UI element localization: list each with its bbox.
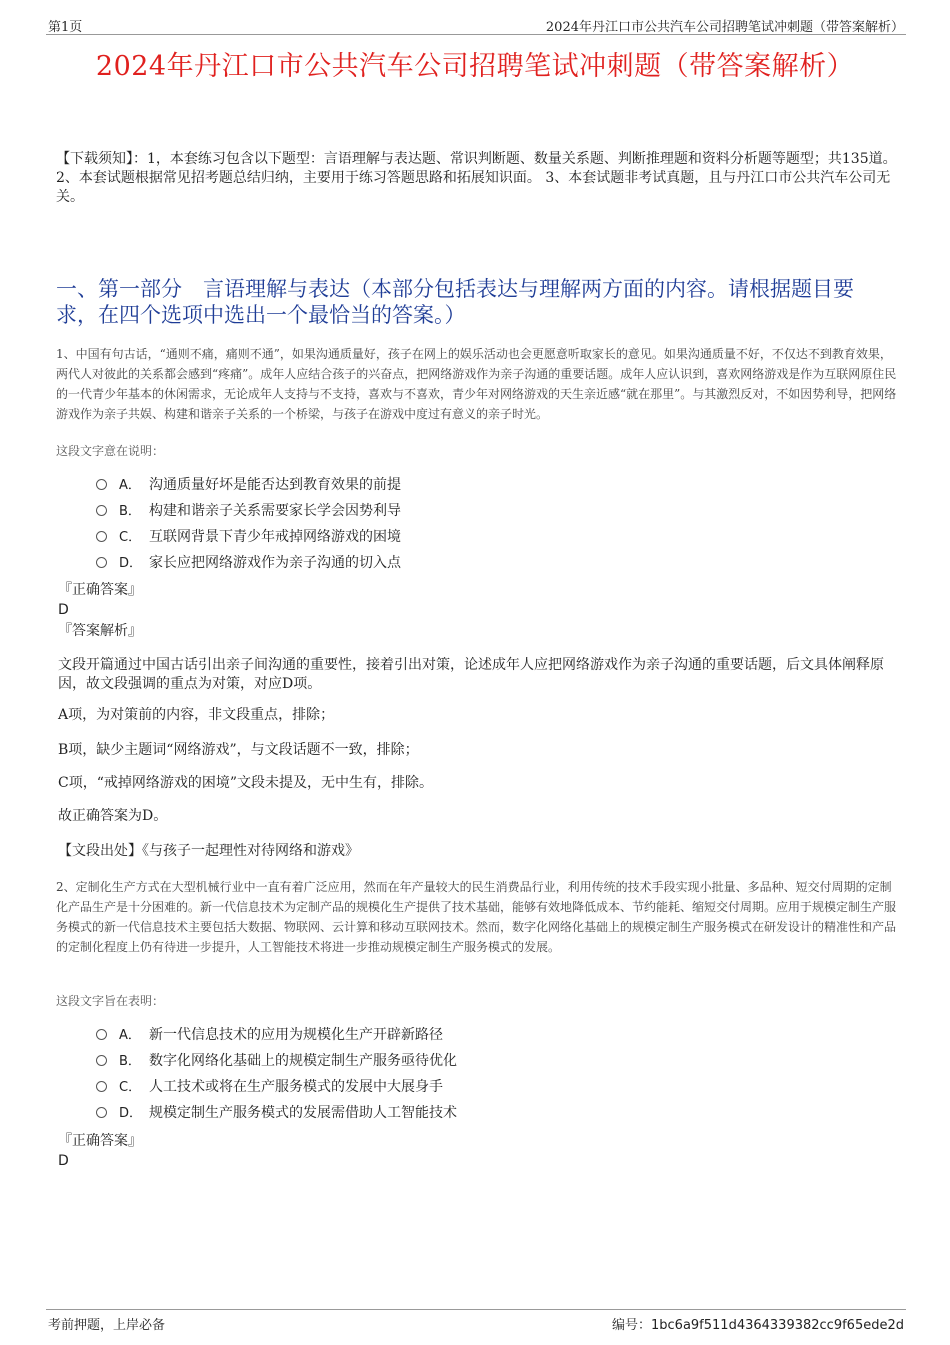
footer-divider xyxy=(46,1309,906,1310)
footer-slogan: 考前押题，上岸必备 xyxy=(48,1318,166,1333)
analysis-paragraph: C项，“戒掉网络游戏的困境”文段未提及，无中生有，排除。 xyxy=(58,775,434,791)
analysis-paragraph: A项，为对策前的内容，非文段重点，排除； xyxy=(58,707,335,723)
question-1-answer: D xyxy=(58,602,69,618)
download-notice: 【下载须知】：1，本套练习包含以下题型：言语理解与表达题、常识判断题、数量关系题、判断推理题和资料分析题等题型；共135道。 2、本套试题根据常见招考题总结归纳，主要用于练习答题思路和拓展知识面。 3、本套试题非考试真题，且与丹江口市公共汽车公司无关。 xyxy=(56,151,897,205)
radio-icon[interactable] xyxy=(96,1081,107,1092)
question-1-option-c[interactable]: C． 互联网背景下青少年戒掉网络游戏的困境 xyxy=(96,526,401,548)
radio-icon[interactable] xyxy=(96,479,107,490)
analysis-paragraph: 故正确答案为D。 xyxy=(58,808,168,824)
analysis-source: 【文段出处】《与孩子一起理性对待网络和游戏》 xyxy=(58,843,359,859)
question-2-option-a[interactable]: A． 新一代信息技术的应用为规模化生产开辟新路径 xyxy=(96,1024,443,1046)
radio-icon[interactable] xyxy=(96,505,107,516)
question-2-answer: D xyxy=(58,1153,69,1169)
page-title: 2024年丹江口市公共汽车公司招聘笔试冲刺题（带答案解析） xyxy=(95,51,855,82)
radio-icon[interactable] xyxy=(96,557,107,568)
radio-icon[interactable] xyxy=(96,531,107,542)
question-1-option-b[interactable]: B． 构建和谐亲子关系需要家长学会因势利导 xyxy=(96,500,401,522)
question-2-answer-label: 『正确答案』 xyxy=(58,1133,142,1149)
radio-icon[interactable] xyxy=(96,1055,107,1066)
footer-code-label: 编号： xyxy=(611,1318,651,1333)
question-1-option-a[interactable]: A． 沟通质量好坏是能否达到教育效果的前提 xyxy=(96,474,401,496)
question-2-text: 2、定制化生产方式在大型机械行业中一直有着广泛应用，然而在年产量较大的民生消费品行业，利用传统的技术手段实现小批量、多品种、短交付周期的定制化产品生产是十分困难的。新一代信息技术为定制产品的规模化生产提供了技术基础，能够有效地降低成本、节约能耗、缩短交付周期。应用于规模定制生产服务模式的新一代信息技术主要包括大数据、物联网、云计算和移动互联网技术。然而，数字化网络化基础上的规模定制生产服务模式在研发设计的精准性和产品的定制化程度上仍有待进一步提升，人工智能技术将进一步推动规模定制生产服务模式的发展。 xyxy=(56,880,897,954)
page-number: 第1页 xyxy=(48,20,83,35)
section-heading: 一、第一部分 言语理解与表达（本部分包括表达与理解两方面的内容。请根据题目要求，在四个选项中选出一个最恰当的答案。） xyxy=(56,277,854,327)
header-doc-title: 2024年丹江口市公共汽车公司招聘笔试冲刺题（带答案解析） xyxy=(545,20,904,35)
header-divider xyxy=(46,34,906,35)
question-2-prompt: 这段文字旨在表明： xyxy=(56,994,165,1008)
radio-icon[interactable] xyxy=(96,1029,107,1040)
analysis-paragraph: B项，缺少主题词“网络游戏”，与文段话题不一致，排除； xyxy=(58,742,419,758)
question-1-analysis-label: 『答案解析』 xyxy=(58,623,142,639)
question-1-text: 1、中国有句古话，“通则不痛，痛则不通”，如果沟通质量好，孩子在网上的娱乐活动也会更愿意听取家长的意见。如果沟通质量不好，不仅达不到教育效果，两代人对彼此的关系都会感到“疼痛”。成年人应结合孩子的兴奋点，把网络游戏作为亲子沟通的重要话题。成年人应认识到，喜欢网络游戏是作为互联网原住民的一代青少年基本的休闲需求，无论成年人支持与不支持，喜欢与不喜欢，青少年对网络游戏的天生亲近感“就在那里”。与其激烈反对，不如因势利导，把网络游戏作为亲子共娱、构建和谐亲子关系的一个桥梁，与孩子在游戏中度过有意义的亲子时光。 xyxy=(56,347,897,421)
question-2-option-c[interactable]: C． 人工技术或将在生产服务模式的发展中大展身手 xyxy=(96,1076,443,1098)
question-2-option-b[interactable]: B． 数字化网络化基础上的规模定制生产服务亟待优化 xyxy=(96,1050,457,1072)
question-1-prompt: 这段文字意在说明： xyxy=(56,444,165,458)
question-2-option-d[interactable]: D． 规模定制生产服务模式的发展需借助人工智能技术 xyxy=(96,1102,457,1124)
question-1-option-d[interactable]: D． 家长应把网络游戏作为亲子沟通的切入点 xyxy=(96,552,401,574)
footer-code xyxy=(612,1314,904,1333)
analysis-paragraph: 文段开篇通过中国古话引出亲子间沟通的重要性，接着引出对策，论述成年人应把网络游戏作为亲子沟通的重要话题，后文具体阐释原因，故文段强调的重点为对策，对应D项。 xyxy=(58,657,884,692)
question-1-answer-label: 『正确答案』 xyxy=(58,582,142,598)
footer-code-value: 1bc6a9f511d4364339382cc9f65ede2d xyxy=(651,1318,904,1333)
radio-icon[interactable] xyxy=(96,1107,107,1118)
